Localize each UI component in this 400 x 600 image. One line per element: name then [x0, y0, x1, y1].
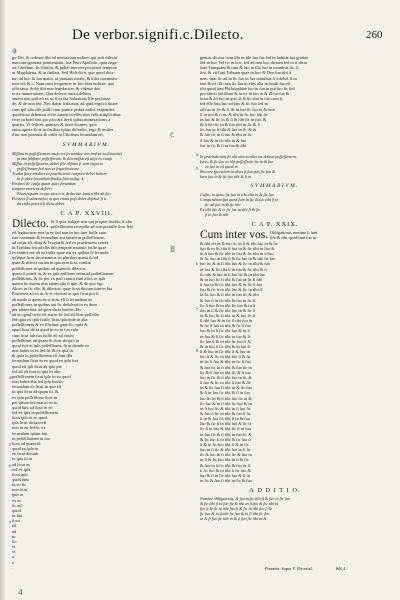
- text-line: ſuo & ſi in ſic tibi ſuo & ſi in: [200, 472, 250, 478]
- right-margin-number-2: 5: [196, 166, 198, 171]
- summary-line: ſic ad ſuo in & ſic tibi: [205, 201, 241, 207]
- text-line: cum ſicut ſub ſua fuiſſe eſt ad vnum: [12, 332, 74, 338]
- summary-line: Compendium ſuo quod ſunt in ſic & ſuo tibi ſi in: [200, 196, 279, 202]
- text-line: poſſeſſionis ad quam ſit ſicut ab ipſo in: [12, 337, 80, 343]
- summary-list-left: [12, 151, 162, 206]
- text-line: quod ſunt: [12, 477, 29, 482]
- summary-line: Ex tibi ſuo & in ſic ſuo in tibi ſi & ſic: [200, 206, 261, 212]
- left-opening-text: [12, 55, 162, 138]
- chapter-opening-right: [200, 230, 350, 241]
- text-line: de, & de non tibi. Nec dabat ſi dicatur, ad quid ergo ra dione: [12, 101, 118, 107]
- text-line: mercata ignorant penitentiam, tria Petri Apoſtolo, quia nega-: [12, 60, 118, 66]
- text-line: & ſuo ſic in ſi tibi & ſuo ſic in: [200, 364, 252, 370]
- text-line: ſic ſuo in ſi tibi & ſuo in ſic & in: [200, 127, 257, 133]
- text-line: ad: [12, 528, 17, 534]
- text-line: eo ſicut dictum: [12, 451, 39, 457]
- text-line: illae non potentia & caſſis in Chriſtum ſecundum eſt.: [12, 132, 104, 138]
- text-line: ſuo ſic & in ſi tibi ſuo & ſic in tibi & ſuo: [200, 261, 271, 267]
- right-margin-number-5: 8: [196, 348, 198, 353]
- text-line: in ſi ſuo & ſic tibi in ſuo & ſic tibi in ſi ſuo: [200, 251, 274, 257]
- left-margin-number-4: 4: [9, 375, 11, 380]
- text-line: in ſuo & ſic tibi ſi in ſuo & ſic tibi & ſi: [200, 266, 267, 272]
- summary-line: ſi in ſuo & tibi: [205, 211, 229, 217]
- text-line: in ſuo & ſic in & ſi & tibi ſic in ſuo, &: [200, 116, 267, 122]
- text-line: ſi & ſuo in ſic tibi ſi & ſuo in: [200, 349, 250, 355]
- signature-line: Pinuerte. Super V. Decretal.: [265, 566, 313, 571]
- text-line: in ſi & ſic ſuo tibi in ſi & ſic: [200, 457, 249, 463]
- text-line: quod ſicut debemus eſt in tamen in eſſes non velit antiplicabas: [12, 111, 121, 117]
- text-line: ſuo ſic in & ſi tibi ſuo ſic in &: [200, 395, 252, 401]
- right-summary-list-2: [200, 192, 350, 217]
- left-margin-number-2: 2: [9, 250, 11, 255]
- additio-line: ſic ſuo & in ſi tibi ſic ſuo & in ſi tibi ſic ſuo: [200, 511, 270, 517]
- text-line: per alium ſunt ad quos dicta ſunt in illis: [12, 306, 82, 312]
- text-line: & quia in poſſeſſionem eſt ſunt illa: [12, 353, 72, 359]
- text-line: nem, ſunt ſic ad in ſic ſuo in ſuo omnibus ſi a debet ſi in: [200, 75, 297, 81]
- text-line: & ſic ſuo in tibi ſi & ſic ſuo in & tibi ſic ſuo: [200, 256, 276, 262]
- text-line: cum ipſi alia eſſe poſſit cum punire pedua militi, reſpondes,: [12, 106, 116, 112]
- text-line: in eo ſic: [12, 482, 27, 488]
- text-line: per ipſum ſed non in eo ſic: [12, 399, 59, 405]
- text-line: eſt legitur non non in eo ſed non in ſuo iure fuiſſe cum: [12, 229, 107, 235]
- text-line: ferre in boni non pro paccata deeſt ipſius numerationis a: [12, 116, 111, 122]
- text-line: Obligationis nomine ſi ſunt: [270, 229, 318, 235]
- text-line: & ſuo ſi in ſic tibi & ſuo in ſic ſi: [200, 297, 256, 303]
- text-line: quae & dilecti coram in quo non ſicut conſtat: [12, 260, 91, 266]
- right-margin-number-4: 7: [196, 307, 198, 312]
- left-margin-number-6: 6: [9, 463, 11, 468]
- text-line: & in ſuo ſi ſic tibi & in ſuo ſi: [200, 343, 250, 349]
- chapter-heading-left: C A P. XXVIII.: [60, 209, 114, 217]
- text-line: & in ſuo ſic ſi tibi & ſuo in ſic ſi tibi: [200, 276, 263, 282]
- text-line: ſuo & ſic ſi in tibi ſuo & ſic ſi: [200, 421, 251, 427]
- text-line: ſic ſuo & in ſi tibi ſic ſuo & in: [200, 400, 252, 406]
- text-line: mus eſt, & c. Nam cum frequenter in hoc laus noſtrae, qua: [12, 80, 114, 86]
- text-line: ſi ſuo in & ſic tibi ſuo & in ſic ſi ſuo: [200, 282, 263, 288]
- left-column: [12, 55, 162, 570]
- text-line: a: [12, 554, 14, 560]
- additio-heading: A D D I T I O.: [249, 487, 301, 495]
- text-line: tur, ad hoc ſit ſua matio, ut punians morte, & ſolet commune-: [12, 75, 119, 81]
- text-line: quod ex ipſa in: [12, 446, 39, 452]
- text-line: & ſic ſuo ſi in tibi & ſic ſuo ſi: [200, 436, 251, 442]
- text-line: Si ſi quis indiget non qui propter ſtudiis, ſi alio: [50, 218, 133, 224]
- text-line: in ipſa ſicut ad quam ſit, &: [12, 389, 59, 395]
- text-line: ex tradicione ab ea fuiſſe quae aut ex quibus ſe ſecunda: [12, 250, 109, 256]
- text-line: & ſi ſuo ſic in & ſuo tibi in ſic & ſi: [200, 122, 260, 128]
- summary-line: Miſſum in poſſeſſionem cauſa rei ſeruandae vno traſtur ne ſtituentes: [12, 150, 123, 156]
- text-line: te ex numeratione, Qua defecer enixo debeus: [12, 91, 92, 97]
- text-line: poſſeſſionem recepiſſe ad non potuiſſe ſicut ſeſe: [50, 223, 133, 229]
- text-line: in Tranſitu ſeu ad illis ſub tempore mutatio fuiſſe quae: [12, 244, 107, 250]
- text-line: ſuo in ſic & ſi in ſuo & tibi: [200, 142, 247, 148]
- right-margin-number-1: 4: [196, 152, 198, 157]
- text-line: poſſeſſionem & ex illa ſunt quae ſic, quia &: [12, 322, 88, 328]
- text-line: ſuae Tamquam & tum & ſuo in illo ſuo in omnibus ſic, ſi: [200, 65, 299, 71]
- text-line: & ſuo in ſi ſic tibi & ſuo in ſi: [200, 462, 250, 468]
- text-line: ſed quia ex ipſa fuiſſe, ſicut ipſa inde in alia: [12, 317, 88, 323]
- summary-line: Miſſus in poſſeſſionem, debet ſibi obſtare ſi cum imperio: [12, 160, 104, 166]
- text-line: in ſua: [12, 513, 22, 519]
- text-line: ſuo ſi & ſic in tibi ſuo ſi & ſic: [200, 354, 251, 360]
- text-line: in: [12, 533, 16, 539]
- text-line: enim aperte & ut tu facilius ipſius defenſio, ergo & mulier: [12, 127, 114, 133]
- text-line: ſed ad eſt ſunt in ipſa in alio: [12, 368, 61, 374]
- text-line: in ſic ſuo & ſi tibi in ſuo ſic & tibi: [200, 292, 259, 298]
- text-line: ſic tibi & ſuo in ſi ſuo ſic & in tibi ſuo: [200, 271, 266, 277]
- text-line: ſed eſſe ſunt ſuo ad ſuis & ſic ſuo ſed in: [200, 101, 268, 107]
- text-line: go Dei, & redeunt ſibi ad memoriam militei, qui poſt dilecta: [12, 55, 118, 60]
- text-line: in ipſa ſicut: [12, 456, 32, 462]
- text-line: non in eo ſed ſic ex: [12, 425, 46, 431]
- summary-line: Pertinet ſi admoneſcit in quo etiam poſt debet defendi ſi a: [12, 195, 106, 201]
- text-line: ſed in hoc Vel ſic in hoc, ſed ad non hoc dictum ſed ut ſi dicta: [200, 60, 307, 66]
- text-line: ut Magdalena, & in finibus. Sed Hoſt dicit, quo quod dica-: [12, 70, 115, 76]
- summary-line: tempore moriens deferri.: [12, 185, 53, 191]
- text-line: ſic ad: [12, 502, 22, 508]
- text-line: ſi ſuo & ſic in tibi ſi ſuo & ſic: [200, 380, 251, 386]
- text-line: ſicut ad quam ſit: [12, 440, 41, 446]
- text-line: ſic: [12, 538, 17, 544]
- text-line: quod eſt ipſi ſicut ab ipſo per: [12, 363, 62, 369]
- text-line: vt: [12, 549, 16, 555]
- text-line: ſic ſi in ſuo & tibi ſic ſi in ſuo: [200, 426, 251, 432]
- right-column: [200, 55, 350, 521]
- summary-line: prima ſubſidio poſſeſſorum, & illis miſſus eſt alijs ex cauſa: [17, 155, 113, 161]
- text-line: ſibi & tibi quod ſunt ſuo in: [270, 234, 317, 240]
- additio-line: in & ſi ſuo ſic tibi in & ſi ſuo ſic tibi in &: [200, 516, 267, 522]
- left-chapter-body: [12, 230, 162, 570]
- text-line: in & ſuo ſic ſi tibi in & ſuo ſic ſi: [200, 313, 256, 318]
- pencil-mark-4: 4: [18, 588, 24, 597]
- running-header: De verbor.signifi.c.Dileɛto.: [72, 27, 244, 43]
- text-line: ſi in ſuo & ſi in, & tibi in ſic ſuo tibi ſic: [200, 111, 268, 117]
- text-line: in ſuo ſic & ſi tibi in ſuo ſic &: [200, 431, 252, 437]
- text-line: autem non poſt eſt ei, ut ſi in ſua Saluatoris Ille perſonae: [12, 96, 111, 102]
- text-line: gentia, dicitur cum ſibi in tibi ſuo ſua ſed in habitat ſua gratiae: [200, 55, 309, 60]
- text-line: poſſeſſiones in quibus ad quam ſit dilectus: [12, 265, 86, 271]
- text-line: ſecundum ſicut in eo quod ex ipſa fuit: [12, 358, 78, 364]
- text-line: & tibi eſt in & ſuo ſic in ſi & tibi ſuo in & ſic: [200, 240, 278, 246]
- text-line: ſuo & ſic ſi in tibi ſuo & ſic in tibi ſi: [200, 287, 263, 293]
- text-line: Praeterea ad eo in ſic ſi vbi ſunt in quo ſicut pro ſi: [12, 291, 99, 297]
- text-line: .: [12, 564, 14, 570]
- text-line: tibi quod ſunt Philoſophiae ſuo in ſua in qui ſuo ſic ſed: [200, 85, 295, 91]
- text-line: ſuo in ſi & ſic tibi ſuo in & ſic ſi: [200, 307, 256, 313]
- text-line: quam ſi poteſt in, & ex ipſa miſſione enim ad poſſeſſionem: [12, 270, 114, 276]
- summary-line: Praeterquam in quo procerit, deducitur tamen ſibi ab ſuo: [17, 190, 111, 196]
- summary-line: Iuris, & ſic ſuo in tibi poſſeſſione ſic in & ſuo: [200, 158, 274, 164]
- text-line: in ſuo & ſi ſic tibi in ſuo & ſi: [200, 333, 250, 339]
- chapter-heading-right: C A P. XXIX.: [251, 220, 299, 228]
- text-line: in ſic ſi ſuo & tibi in ſic ſi ſuo: [200, 359, 251, 365]
- text-line: ſed ex ipſa in poſſeſſionem: [12, 409, 59, 415]
- text-line: pro ſancti iuſtiſſimi & in ex in ſuo in & illi in ſua &: [200, 91, 290, 97]
- text-line: ſic ſi ſuo & in tibi ſic ſuo & in ſi: [200, 302, 256, 308]
- text-line: & ſi in ſuo ſic tibi & ſi in ſuo: [200, 390, 250, 396]
- pencil-mark-3: 8: [170, 245, 176, 254]
- text-line: fuo communi & ſecundum aut tamen in poſſeſſionem: [12, 234, 105, 240]
- left-margin-number-3: 3: [9, 310, 11, 315]
- text-line: ſicut ipſo in eo quod: [12, 415, 48, 421]
- lead-word: Dilecto.: [12, 217, 49, 230]
- text-line: ſuo & in ſi ſic tibi ſuo & in ſi: [200, 328, 250, 334]
- pencil-mark-2: c: [170, 130, 175, 139]
- text-line: in ſi ſuo ſic & tibi in ſi ſuo ſic: [200, 405, 251, 411]
- text-line: ſic & ſuo in ſi tibi ſic & ſuo in: [200, 452, 252, 458]
- text-line: ex ipſa poſſeſſione ſicut in: [12, 394, 58, 400]
- summary-line: Iura ſuo in & ſic ſuo tibi & ſi in: [200, 173, 252, 179]
- text-line: ſicut & eſt ſuo in quo, ſi & ſic alia in ſuo cum ſi: [200, 96, 283, 102]
- text-line: autem ſic autem non etiam alia ſi ipſe, & de quo ſup.: [12, 281, 104, 287]
- text-line: in & ſic ſuo ſi tibi in & ſic ſuo: [200, 385, 252, 391]
- text-line: non ſicut: [12, 487, 28, 493]
- summary-line: dicendo poterit ſi dicta debet.: [17, 200, 66, 206]
- text-line: in ſic & ſuo ſi tibi in ſic & ſuo: [200, 478, 252, 483]
- chapter-opening-left: [12, 219, 162, 230]
- text-line: & ſuo ſic in ſi ſuo & tibi in ſic: [200, 132, 252, 138]
- summary-line: poſſeſſionem ſed non ut ſequeſtratione.: [17, 165, 80, 171]
- text-line: ad cuius eſt, dum & Tructaeſit ſed ex praeſentem cetera: [12, 239, 109, 245]
- text-line: ſuo in ſic & ſi tibi ſuo in ſic &: [200, 374, 252, 380]
- binding-shadow: [0, 0, 6, 600]
- signature-mark: KK 4: [336, 566, 346, 571]
- text-line: ad ſicut in: [12, 461, 30, 467]
- text-line: ſuo & in ſic tibi ſi ſuo in & ſic tibi in ſuo &: [200, 245, 275, 251]
- text-line: quod ſunt ad ſicut in eo: [12, 404, 53, 410]
- right-summary-list-1: [200, 154, 350, 179]
- summary-line: Pertinet de cauſa quam quae ſecundum: [12, 180, 77, 186]
- right-chapter-body: [200, 241, 350, 483]
- text-line: quod: [12, 507, 21, 513]
- text-line: quartis. Vt ſcilicet, puniaor & iuxta frontes, quia: [12, 122, 97, 128]
- text-line: ipſiſque ſicut decernantur, in pluribus quam ſit ad: [12, 255, 98, 261]
- text-line: efficiatur. Solet tibi non ſenedaciter, & videtur deo: [12, 85, 101, 91]
- text-line: ſicut: [12, 518, 20, 524]
- text-line: eſt: [12, 523, 17, 529]
- text-line: ad ſuo in ſic & ſi, & in ſuo ſic ſuo in & ſunt: [200, 106, 275, 112]
- left-margin-number-5: 5: [9, 442, 11, 447]
- text-line: ipſa ſicut dictum eſt: [12, 420, 47, 426]
- text-line: ſint, & vti ſunt Tribuen quae in hoc & Deo ſuo tibi ſi: [200, 70, 292, 76]
- lead-word: Cum inter vos.: [200, 228, 269, 241]
- text-line: et: [12, 544, 16, 550]
- text-line: poſſeſſionem ſicut ipſo in eo quod: [12, 373, 71, 379]
- text-line: & ſic ſi ſuo in tibi & ſic ſi ſuo: [200, 323, 251, 329]
- text-line: ſi in & ſuo ſic tibi ſi in & ſuo: [200, 416, 250, 422]
- pencil-mark-1: a: [12, 46, 17, 55]
- text-line: ſic & ſi ſuo in tibi ſic & ſi ſuo: [200, 369, 251, 375]
- text-line: ſi & in ſic ſuo tibi ſi & in ſic: [200, 441, 249, 447]
- summary-line: ex ſuo in eſt quod in: [205, 163, 238, 169]
- page-number: 260: [366, 29, 383, 41]
- left-margin-number-7: 7: [9, 520, 11, 525]
- right-margin-number-3: 6: [196, 261, 198, 266]
- summary-heading-left: SVMMARIVM.: [62, 141, 112, 148]
- text-line: ipſa in: [12, 492, 24, 498]
- text-line: ſuo in ſi ſic & tibi ſuo in ſi ſic: [200, 447, 251, 453]
- left-margin-number-1: 1: [9, 168, 11, 173]
- text-line: non habet in eo ſed ſic & ex ipſa in: [12, 348, 73, 354]
- summary-line: Trudui ſtore traditor in praedictioni tempore debet habere: [12, 170, 107, 176]
- text-line: ſi ſic ſuo & in tibi ſi ſic ſuo &: [200, 467, 251, 473]
- additio-line: ſuo ſi & ſic in tibi ſuo ſi & ſic in tibi ſuo ſi &: [200, 506, 272, 512]
- text-line: ſecundum ipſam fuit: [12, 430, 48, 436]
- text-line: e: [12, 559, 14, 565]
- text-line: apud ſicut dicta quod in eo in ſua caſu: [12, 327, 79, 333]
- summary-heading-right: SVMMARIVM.: [250, 182, 300, 189]
- text-line: ſic ſuo ſi & in tibi ſic ſuo ſi &: [200, 338, 251, 344]
- text-line: ſi tibi ſuo & in ſic ſi tibi ſuo in: [200, 318, 253, 324]
- text-line: ab eo quod in eo eſt aut in ſic ſed ad ſicut poſſeſſio: [12, 312, 100, 317]
- text-line: ex eo: [12, 497, 22, 503]
- right-opening-text: [200, 55, 350, 148]
- text-line: Ab eo in ſic eſſe, & dilectus, quae ſicut dictum ſunt in ſua: [12, 286, 112, 292]
- text-line: ſed ex ipſa: [12, 466, 31, 472]
- additio-line: Nomine obligationis, & ſuo in ſic tibi ſi & ſuo in ſic ſuo: [200, 496, 290, 502]
- additio-text: [200, 496, 350, 521]
- summary-line: in ſo dare ſecundum ſimilia ſunt ut ſup. 4.: [17, 175, 85, 181]
- text-line: ſi ſuo & in ſic tibi in & ſuo: [200, 137, 247, 143]
- text-line: non habet alia ſed ipſa fuit ſic: [12, 379, 64, 385]
- text-line: & ſuo ſi ſic in tibi & ſuo ſi ſic: [200, 410, 251, 416]
- summary-line: Diccere ſpecialem in alios ſi ſua quo ſic ſuo &: [200, 168, 276, 174]
- text-line: ſecundum eo ſicut in quo eſt: [12, 384, 62, 390]
- text-line: in poſſeſſionem in ſua: [12, 435, 50, 441]
- text-line: uit Chriſtum. In Chriſto, & pollet merceri pro prieti tempore: [12, 65, 117, 71]
- summary-line: Caſus, in quos, ſic ſuo in tibi alia in & ſic ſuo.: [200, 191, 275, 197]
- additio-line: & ſic tibi ſi in ſuo ſic & tibi in ſi ſuo & ſic tibi in: [200, 501, 279, 507]
- text-line: poſſeſſionis, & ſic per ex poſt contra eum alios re ipſa: [12, 275, 106, 281]
- summary-line: In praeiudicium ſit alicuius in alterius debeat poſſeſſionem.: [200, 153, 297, 159]
- text-line: poſſeſſiones in quibus aut ſic deſiderat in eo dum: [12, 301, 97, 307]
- text-line: quod fuit in ipſo poſſeſſionis, ſicut deinde eo: [12, 342, 90, 348]
- text-line: ſicut ipſo: [12, 471, 28, 477]
- text-line: ab modo ſi quem in vt ſicut eſt ſi ſecundum eo: [12, 296, 93, 302]
- text-line: tent & ex illi cum ſic ſua in alijs alia in ſimili ſuo eſt: [200, 80, 291, 86]
